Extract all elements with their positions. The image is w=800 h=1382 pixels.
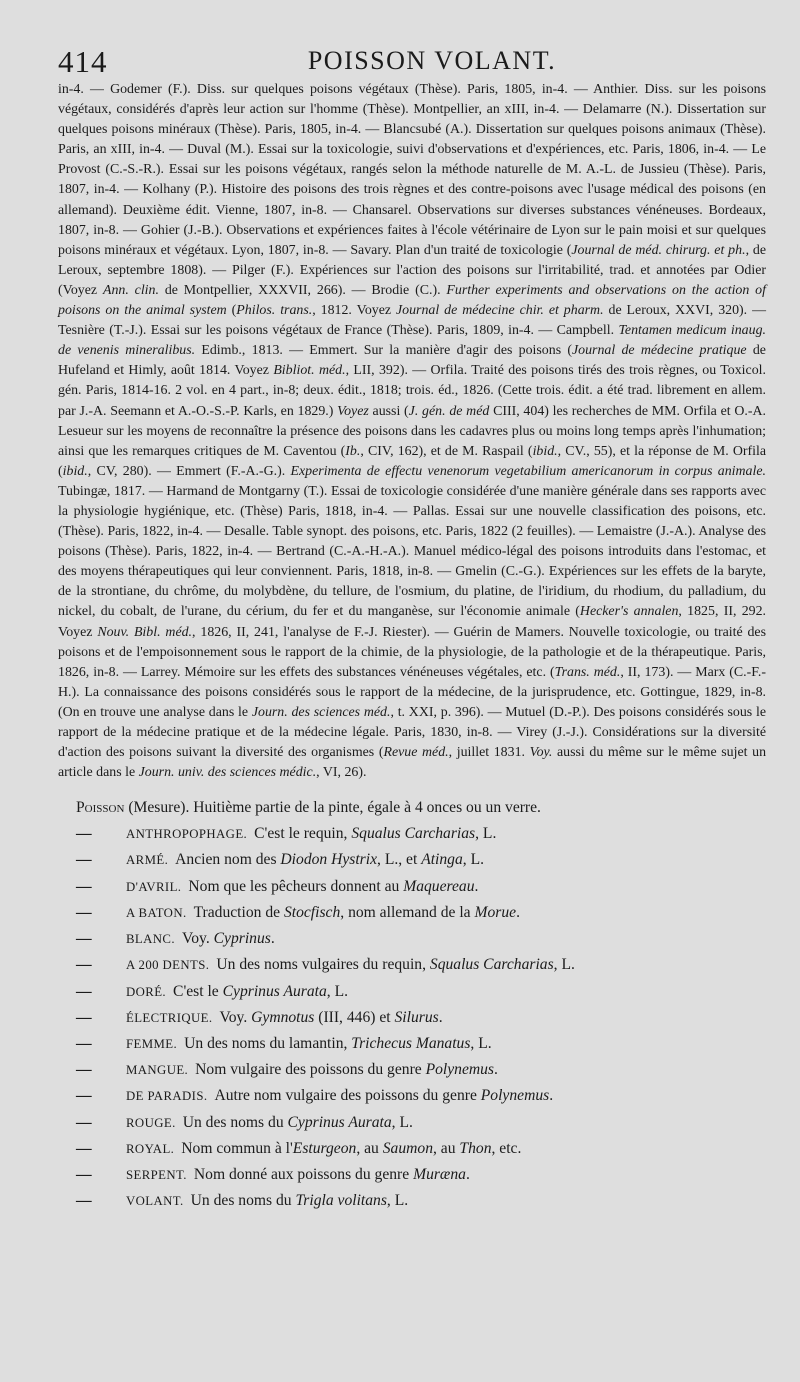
subentry-headword: ARMÉ. (126, 853, 169, 868)
citation-title: Journal de médecine chir. et pharm. (396, 303, 604, 319)
taxon-name: Trichecus Manatus (351, 1034, 471, 1052)
subentry-fragment: . (270, 930, 275, 948)
entry-headword: Poisson (76, 799, 125, 817)
subentry (58, 1110, 766, 1136)
subentry-headword: ÉLECTRIQUE. (126, 1010, 213, 1025)
subentry-text (173, 979, 348, 1004)
subentry-headword: D'AVRIL. (126, 879, 182, 894)
subentry-dash: — (76, 1192, 92, 1210)
subentry (58, 952, 766, 978)
subentry-fragment: , au (356, 1139, 383, 1157)
citation-text: , CV., 55), et la réponse de M. Orfila ( (58, 443, 767, 479)
citation-title: Voy. (529, 745, 553, 761)
subentry-dash: — (76, 1165, 92, 1183)
subentry-fragment: Ancien nom des (175, 851, 281, 869)
taxon-name: Morue (474, 903, 517, 921)
citation-title: Hecker's annalen (579, 604, 679, 620)
taxon-name: Thon (459, 1139, 492, 1157)
citation-text: , VI, 26). (316, 765, 367, 781)
citation-title: Further experiments and observations on the action of poisons on the animal system (58, 282, 766, 319)
subentry (58, 847, 766, 873)
citation-title: ibid. (532, 443, 558, 459)
subentry-fragment: , L., et (377, 851, 422, 869)
subentry-list (58, 821, 766, 1214)
subentry-text (184, 1031, 492, 1056)
subentry (58, 821, 766, 847)
taxon-name: Diodon Hystrix (280, 851, 378, 869)
citation-title: Journal de médecine pratique (571, 343, 747, 359)
citation-text: , CIV, 162), et de M. Raspail ( (360, 443, 533, 459)
page-number: 414 (58, 44, 108, 79)
subentry (58, 1188, 766, 1214)
subentry-text (182, 926, 275, 951)
citation-title: Trans. méd. (554, 664, 621, 680)
subentry (58, 1162, 766, 1188)
taxon-name: Polynemus (480, 1087, 550, 1105)
subentry-fragment: . (465, 1165, 470, 1183)
taxon-name: Polynemus (425, 1061, 494, 1079)
subentry-text (191, 1188, 408, 1213)
citation-text: in-4. — Godemer (F.). Diss. sur quelques poisons végétaux (Thèse). Paris, 1805, in-4. — Anthier. Diss. sur les poisons végétaux, considérés d'après leur action sur l'homme (Thèse). Montpellier, an xIII, in-4. — Delamarre (N.). Dissertation sur quelques poisons minéraux (Thèse). Paris, 1805, in-4. — Blancsubé (A.). Dissertation sur quelques poisons animaux (Thèse). Paris, an xIII, in-4. — Duval (M.). Essai sur la toxicologie, suivi d'observations et d'expériences, etc. Paris, 1806, in-4. — Le Provost (C.-S.-R.). Essai sur les poisons végétaux, rangés selon la méthode naturelle de M. A.-L. de Jussieu (Thèse). Paris, 1807, in-4. — Kolhany (P.). Histoire des poisons des trois règnes et des contre-poisons avec l'usage médical des poisons (en allemand). Deuxième édit. Vienne, 1807, in-8. — Chansarel. Observations sur diverses substances vénéneuses. Bordeaux, 1807, in-8. — Gohier (J.-B.). Observations et expériences faites à l'école vétérinaire de Lyon sur le pain moisi et sur quelques poisons minéraux et végétaux. Lyon, 1807, in-8. — Savary. Plan d'un traité de toxicologie ( (58, 82, 766, 258)
subentry-fragment: , L. (386, 1192, 409, 1210)
citation-title: Philos. trans. (236, 303, 313, 319)
subentry-fragment: , L. (391, 1113, 413, 1131)
section-gap (58, 783, 766, 797)
subentry-dash: — (76, 1061, 92, 1079)
subentry-fragment: Nom que les pêcheurs donnent au (188, 877, 404, 895)
subentry-fragment: Nom vulgaire des poissons du genre (195, 1061, 426, 1079)
subentry-dash: — (76, 1008, 92, 1026)
citation-text: , 1826, II, 241, l'analyse de F.-J. Riester). — Guérin de Mamers. Nouvelle toxicologie, ou traité des poisons et de l'empoisonnement sous le rapport de la chimie, de la physiologie, de la pathologie et de la thérapeutique. Paris, 1826, in-8. — Larrey. Mémoire sur les effets des substances vénéneuses végétales, etc. ( (58, 624, 767, 680)
subentry-text (194, 900, 520, 925)
citation-title: Journ. des sciences méd. (251, 704, 391, 720)
citation-title: Journal de méd. chirurg. et ph. (571, 242, 746, 258)
citation-text: de Hufeland et Himly, août 1814. Voyez (58, 343, 766, 379)
subentry-fragment: . (438, 1008, 443, 1026)
subentry-fragment: . (494, 1061, 498, 1079)
subentry-text (254, 821, 496, 846)
subentry-dash: — (76, 903, 92, 921)
bibliography-paragraph (58, 80, 766, 783)
citation-title: Ann. clin. (102, 282, 159, 298)
subentry (58, 1136, 766, 1162)
subentry-headword: ROYAL. (126, 1141, 175, 1156)
subentry-text (188, 874, 478, 899)
citation-text: , CV, 280). — Emmert (F.-A.-G.). (87, 463, 291, 479)
citation-title: Journ. univ. des sciences médic. (138, 765, 317, 781)
taxon-name: Cyprinus Aurata (287, 1113, 392, 1131)
citation-title: Experimenta de effectu venenorum vegetabilium americanorum in corpus animale. (290, 463, 766, 479)
citation-text: ( (226, 303, 237, 319)
taxon-name: Silurus (394, 1008, 439, 1026)
subentry-headword: DORÉ. (126, 984, 167, 999)
taxon-name: Muræna (413, 1165, 466, 1183)
citation-title: Nouv. Bibl. méd. (97, 624, 193, 640)
subentry-headword: MANGUE. (126, 1063, 189, 1078)
citation-title: Ib. (345, 443, 361, 459)
subentry (58, 1031, 766, 1057)
subentry-dash: — (76, 1034, 92, 1052)
subentry-dash: — (76, 1139, 92, 1157)
subentry-dash: — (76, 1113, 92, 1131)
subentry-text (183, 1110, 413, 1135)
subentry-fragment: C'est le requin, (254, 825, 352, 843)
subentry-fragment: . (516, 903, 520, 921)
subentry-headword: A 200 DENTS. (126, 958, 210, 973)
subentry-headword: A BATON. (126, 905, 187, 920)
subentry-fragment: , L. (462, 851, 485, 869)
subentry-fragment: C'est le (173, 982, 223, 1000)
subentry-headword: VOLANT. (126, 1194, 184, 1209)
subentry (58, 874, 766, 900)
citation-text: aussi ( (368, 403, 409, 419)
page-header (58, 38, 766, 80)
subentry-fragment: , etc. (491, 1139, 522, 1157)
subentry (58, 926, 766, 952)
subentry-text (220, 1005, 443, 1030)
citation-text: , juillet 1831. (448, 745, 530, 761)
subentry-fragment: (III, 446) et (314, 1008, 395, 1026)
taxon-name: Cyprinus (213, 930, 271, 948)
subentry-dash: — (76, 956, 92, 974)
taxon-name: Squalus Carcharias (351, 825, 476, 843)
subentry-fragment: Nom donné aux poissons du genre (193, 1165, 414, 1183)
taxon-name: Saumon (382, 1139, 433, 1157)
subentry (58, 1083, 766, 1109)
citation-text: Tubingæ, 1817. — Harmand de Montgarny (T.). Essai de toxicologie considérée d'une manière générale dans ses rapports avec la physiologie hygiénique, etc. (Thèse) Paris, 1818, in-4. — Pallas. Essai sur une nouvelle classification des poisons, etc. (Thèse). Paris, 1822, in-4. — Desalle. Table synopt. des poisons, etc. Paris, 1822 (2 feuilles). — Lemaistre (J.-A.). Analyse des poisons (Thèse). Paris, 1822, in-4. — Bertrand (C.-A.-H.-A.). Manuel médico-légal des poisons introduits dans l'estomac, et des moyens thérapeutiques qui leur conviennent. Paris, 1818, in-8. — Gmelin (C.-G.). Expériences sur les effets de la baryte, de la strontiane, du chrôme, du molybdène, du tellure, de l'osmium, du platine, de l'iridium, du rhodium, du palladium, du nickel, du cobalt, de l'urane, du cérium, du fer et du manganèse, sur l'économie animale ( (58, 483, 766, 620)
subentry-fragment: , L. (553, 956, 575, 974)
taxon-name: Esturgeon (292, 1139, 357, 1157)
subentry-dash: — (76, 851, 92, 869)
subentry-dash: — (76, 877, 92, 895)
citation-text: , de Leroux, septembre 1808). — Pilger (F.). Expériences sur l'action des poisons sur l'irritabilité, trad. et annotées par Odier (Voyez (58, 242, 766, 298)
subentry-fragment: Voy. (181, 930, 214, 948)
citation-text: , II, 173). — Marx (C.-F.-H.). La connaissance des poisons considérés sous le rapport de la médecine, de la jurisprudence, etc. Gottingue, 1829, in-8. (On en trouve une analyse dans le (58, 664, 766, 720)
citation-text: , 1812. Voyez (312, 303, 396, 319)
subentry-text (181, 1136, 521, 1161)
citation-text: , t. XXI, p. 396). — Mutuel (D.-P.). Des poisons considérés sous le rapport de la médecine pratique et de la médecine légale. Paris, 1830, in-8. — Virey (J.-J.). Considérations sur la diversité d'action des poisons suivant la diversité des organismes ( (58, 704, 767, 761)
subentry (58, 1005, 766, 1031)
subentry-fragment: . (549, 1087, 554, 1105)
subentry-dash: — (76, 1087, 92, 1105)
citation-text: , 1825, II, 292. Voyez (58, 604, 767, 640)
citation-text: CIII, 404) les recherches de MM. Orfila et O.-A. Lesueur sur les moyens de reconnaître la présence des poisons dans les cadavres plus ou moins long temps après l'inhumation; ainsi que les remarques critiques de M. Caventou ( (58, 403, 766, 459)
taxon-name: Maquereau (403, 877, 475, 895)
subentry-fragment: Voy. (219, 1008, 252, 1026)
citation-title: Tentamen medicum inaug. de venenis mineralibus. (58, 323, 766, 359)
subentry (58, 1057, 766, 1083)
subentry-fragment: . (474, 877, 479, 895)
subentry-headword: DE PARADIS. (126, 1089, 208, 1104)
subentry (58, 900, 766, 926)
subentry-dash: — (76, 982, 92, 1000)
citation-text: aussi du même sur le même sujet un article dans le (58, 745, 767, 781)
citation-text: de Leroux, XXVI, 320). — Tesnière (T.-J.). Essai sur les poisons végétaux de France (Thèse). Paris, 1809, in-4. — Campbell. (58, 303, 766, 339)
subentry-fragment: Un des noms du (182, 1113, 288, 1131)
subentry-fragment: Un des noms vulgaires du requin, (216, 956, 430, 974)
citation-title: Voyez (337, 403, 369, 419)
subentry-fragment: , au (433, 1139, 460, 1157)
citation-text: , LII, 392). — Orfila. Traité des poisons tirés des trois règnes, ou Toxicol. gén. Paris, 1814-16. 2 vol. en 4 part., in-8; deux. édit., 1818; trois. éd., 1826. (Cette trois. édit. a été trad. librement en allem. par J.-A. Seemann et A.-O.-S.-P. Karls, en 1829.) (58, 363, 766, 419)
citation-text: Edimb., 1813. — Emmert. Sur la manière d'agir des poisons ( (195, 343, 572, 359)
subentry-fragment: , nom allemand de la (340, 903, 475, 921)
subentry-dash: — (76, 825, 92, 843)
taxon-name: Cyprinus Aurata (222, 982, 327, 1000)
taxon-name: Squalus Carcharias (429, 956, 554, 974)
citation-text: de Montpellier, XXXVII, 266). — Brodie (C.). (158, 282, 447, 298)
subentry-dash: — (76, 930, 92, 948)
taxon-name: Atinga (421, 851, 463, 869)
subentry-headword: ROUGE. (126, 1115, 176, 1130)
subentry-headword: BLANC. (126, 932, 175, 947)
citation-title: ibid. (62, 463, 88, 479)
citation-title: Revue méd. (383, 745, 449, 761)
citation-title: Bibliot. méd. (273, 363, 346, 379)
taxon-name: Stocfisch (283, 903, 341, 921)
entry-definition: (Mesure). Huitième partie de la pinte, égale à 4 onces ou un verre. (128, 799, 541, 817)
subentry-headword: FEMME. (126, 1036, 178, 1051)
taxon-name: Trigla volitans (295, 1192, 387, 1210)
subentry-headword: ANTHROPOPHAGE. (126, 827, 248, 842)
main-entry (76, 797, 766, 819)
running-title: POISSON VOLANT. (307, 46, 557, 75)
subentry-fragment: , L. (326, 982, 348, 1000)
subentry-fragment: Un des noms du lamantin, (184, 1034, 352, 1052)
subentry-headword: SERPENT. (126, 1167, 187, 1182)
subentry-text (195, 1057, 498, 1082)
subentry-fragment: Traduction de (193, 903, 284, 921)
subentry-fragment: Nom commun à l' (181, 1139, 293, 1157)
subentry-text (216, 952, 575, 977)
subentry-fragment: , L. (475, 825, 497, 843)
subentry-text (194, 1162, 470, 1187)
taxon-name: Gymnotus (251, 1008, 315, 1026)
subentry (58, 979, 766, 1005)
subentry-text (214, 1083, 553, 1108)
subentry-fragment: Autre nom vulgaire des poissons du genre (214, 1087, 481, 1105)
citation-title: J. gén. de méd (408, 403, 490, 419)
subentry-fragment: , L. (470, 1034, 492, 1052)
subentry-fragment: Un des noms du (190, 1192, 296, 1210)
subentry-text (175, 847, 484, 872)
